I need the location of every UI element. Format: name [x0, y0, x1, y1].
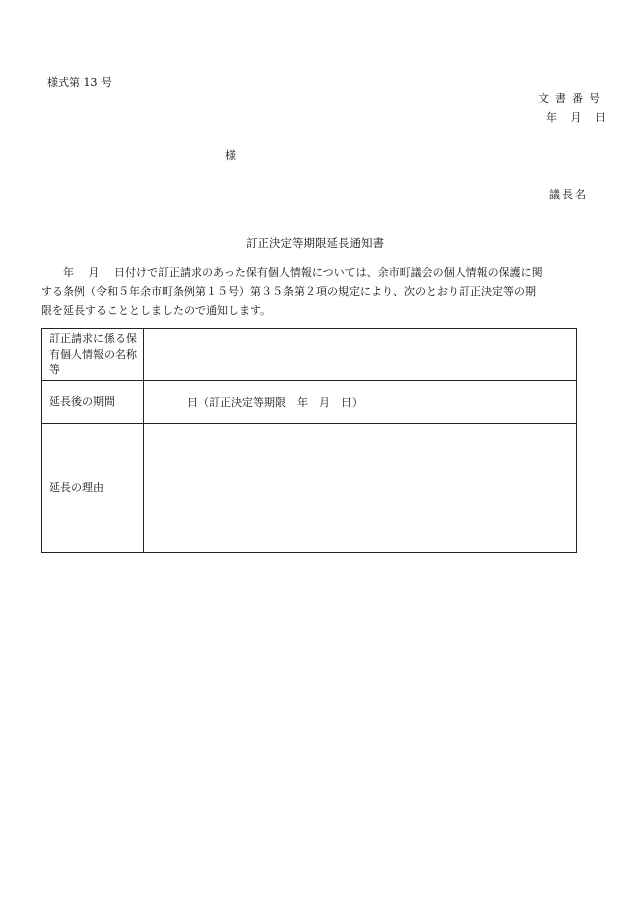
document-title: 訂正決定等期限延長通知書 — [246, 236, 384, 250]
sender-name: 議長名 — [549, 188, 588, 201]
info-table — [41, 328, 577, 553]
addressee: 様 — [225, 149, 236, 162]
body-line: 限を延長することとしましたので通知します。 — [41, 304, 272, 317]
extension-reason-label: 延長の理由 — [42, 424, 144, 553]
date-month: 月 — [570, 111, 582, 124]
body-paragraph — [41, 263, 579, 320]
date-day: 日 — [595, 111, 606, 124]
extension-reason-value — [144, 424, 577, 553]
document-date — [536, 109, 606, 125]
extension-period-value: 日（訂正決定等期限 年 月 日） — [144, 381, 577, 424]
extension-period-label: 延長後の期間 — [42, 381, 144, 424]
table-row — [42, 381, 577, 424]
body-line: する条例（令和５年余市町条例第１５号）第３５条第２項の規定により、次のとおり訂正決定等の期 — [41, 285, 536, 298]
document-number-label: 文書番号 — [538, 92, 606, 105]
body-line: 年 月 日付けで訂正請求のあった保有個人情報については、余市町議会の個人情報の保護に関 — [41, 266, 543, 279]
info-name-label: 訂正請求に係る保有個人情報の名称等 — [42, 329, 144, 381]
date-year: 年 — [546, 111, 557, 124]
table-row — [42, 424, 577, 553]
table-row — [42, 329, 577, 381]
form-number: 様式第 13 号 — [47, 76, 112, 89]
info-name-value — [144, 329, 577, 381]
